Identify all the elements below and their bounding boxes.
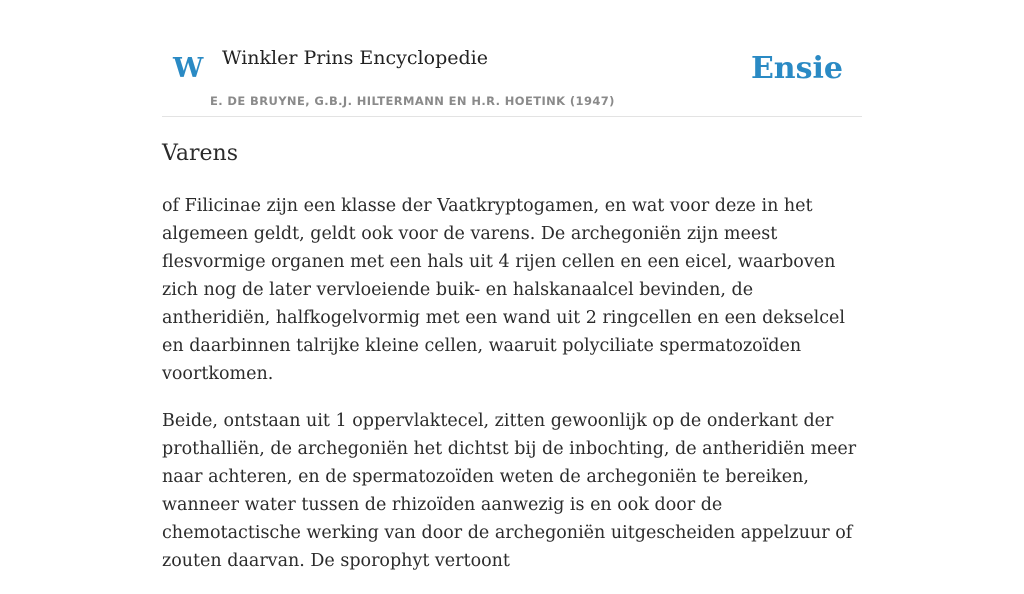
- article-title: Varens: [162, 141, 238, 166]
- ensie-logo-link[interactable]: Ensie: [750, 51, 843, 86]
- article-paragraph: of Filicinae zijn een klasse der Vaatkryptogamen, en wat voor deze in het algemeen geldt, geldt ook voor de varens. De archegoniën zijn meest flesvormige organen met een hals uit 4 rijen cellen en een eicel, waarboven zich nog de later vervloeiende buik- en halskanaalcel bevinden, de antheridiën, halfkogelvormig met een wand uit 2 ringcellen en een dekselcel en daarbinnen talrijke kleine cellen, waaruit polyciliate spermatozoïden voortkomen.: [162, 196, 845, 384]
- publication-logo-icon[interactable]: W: [173, 53, 204, 84]
- publication-authors: E. DE BRUYNE, G.B.J. HILTERMANN EN H.R. HOETINK (1947): [210, 94, 615, 108]
- publication-title-link[interactable]: Winkler Prins Encyclopedie: [222, 47, 488, 69]
- header: [162, 0, 862, 117]
- article-body: [162, 192, 862, 594]
- article-paragraph: Beide, ontstaan uit 1 oppervlaktecel, zitten gewoonlijk op de onderkant der prothalliën, de archegoniën het dichtst bij de inbochting, de antheridiën meer naar achteren, en de spermatozoïden weten de archegoniën te bereiken, wanneer water tussen de rhizoïden aanwezig is en ook door de chemotactische werking van door de archegoniën uitgescheiden appelzuur of zouten daarvan. De sporophyt vertoont: [162, 411, 857, 571]
